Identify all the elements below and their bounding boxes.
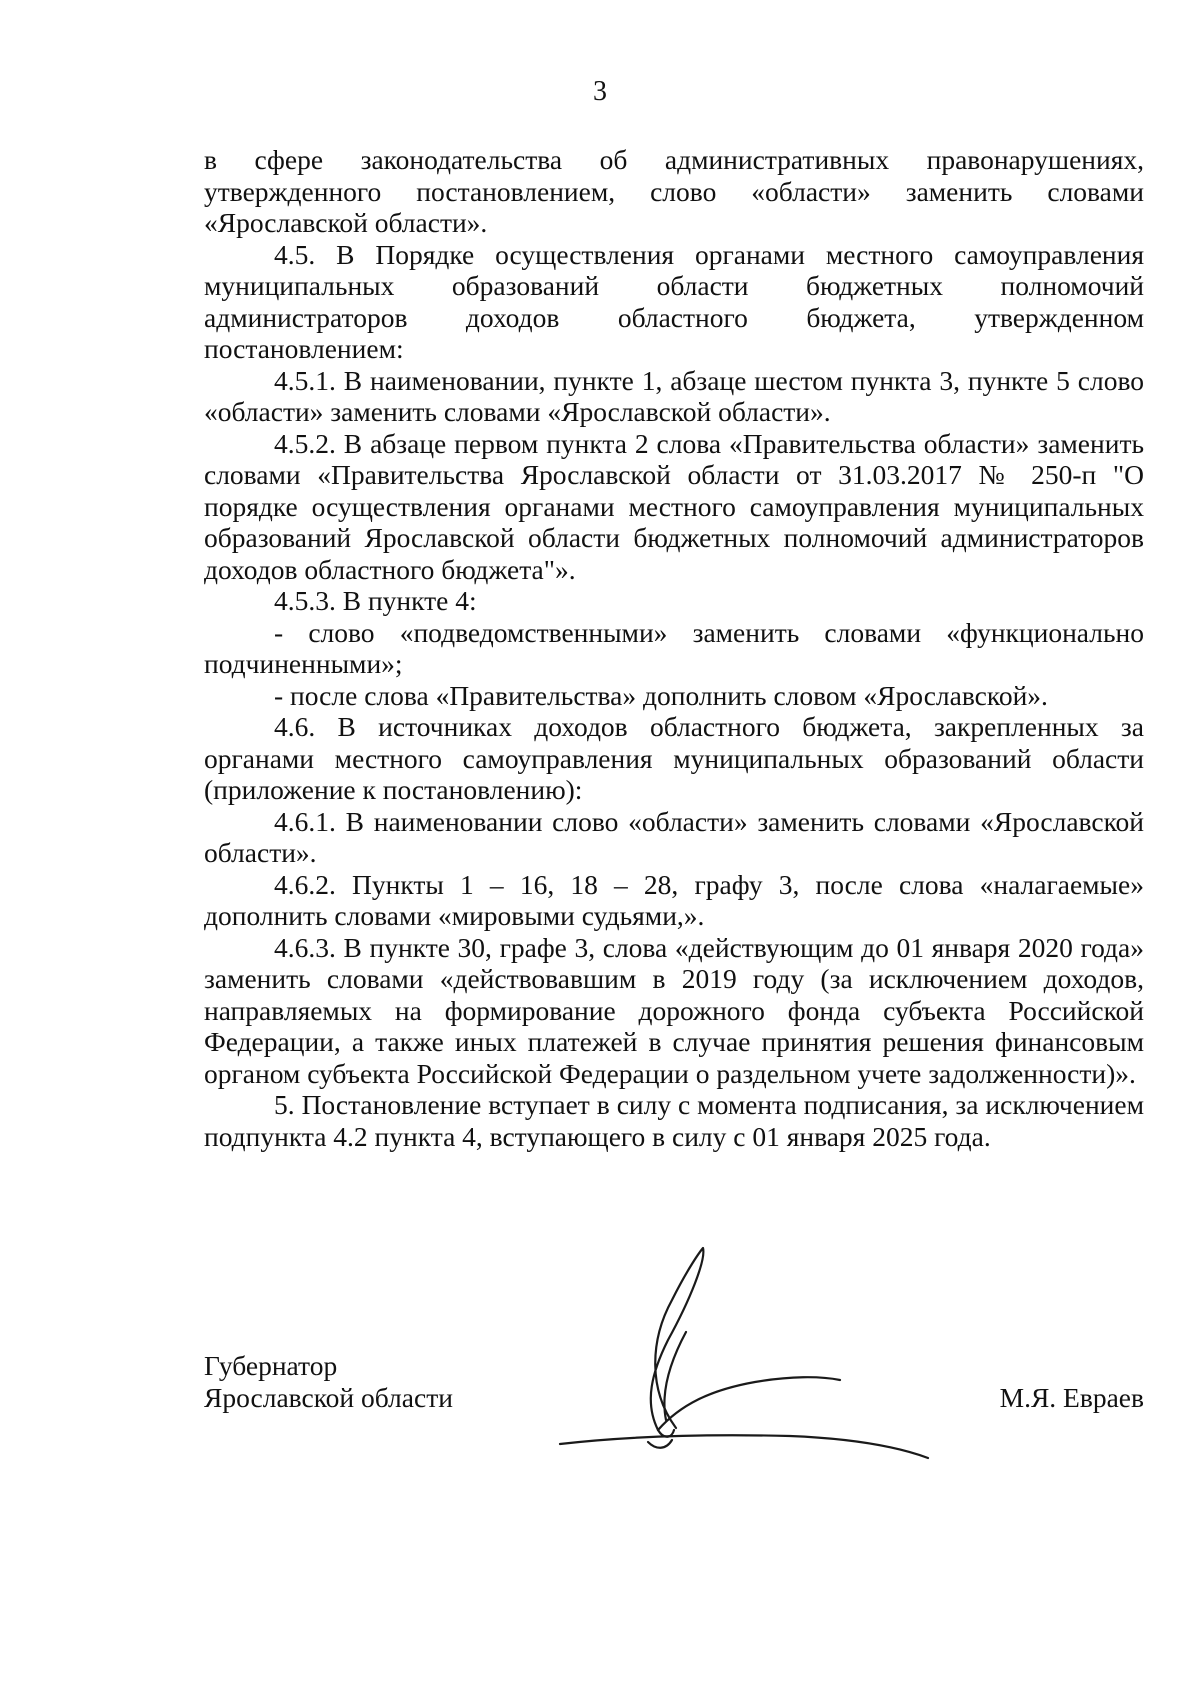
paragraph-4-5-3-item-2: - после слова «Правительства» дополнить словом «Ярославской». [274,679,1048,711]
paragraph-4-6-2: 4.6.2. Пункты 1 – 16, 18 – 28, графу 3, после слова «налагаемые» дополнить словами «мировыми судьями,». [204,868,1144,931]
paragraph-4-6-1: 4.6.1. В наименовании слово «области» заменить словами «Ярославской области». [204,805,1144,868]
document-body [204,144,1144,1152]
signatory-name: М.Я. Евраев [999,1382,1144,1413]
paragraph-5: 5. Постановление вступает в силу с момента подписания, за исключением подпункта 4.2 пункта 4, вступающего в силу с 01 января 2025 года. [204,1089,1144,1152]
paragraph-intro-continuation: в сфере законодательства об административных правонарушениях, утвержденного постановлением, слово «области» заменить словами «Ярославской области». [204,144,1144,238]
signatory-title-line-2: Ярославской области [204,1382,453,1413]
paragraph-4-5-2: 4.5.2. В абзаце первом пункта 2 слова «Правительства области» заменить словами «Правительства Ярославской области от 31.03.2017 № 250-п "О порядке осуществления органами местного самоуправления муниципальных образований Ярославской области бюджетных полномочий администраторов доходов областного бюджета"». [204,427,1144,585]
paragraph-4-5-3-item-1: - слово «подведомственными» заменить словами «функционально подчиненными»; [204,616,1144,679]
paragraph-4-5: 4.5. В Порядке осуществления органами местного самоуправления муниципальных образований области бюджетных полномочий администраторов доходов областного бюджета, утвержденном постановлением: [204,238,1144,364]
page-number: 3 [593,76,607,107]
paragraph-4-5-1: 4.5.1. В наименовании, пункте 1, абзаце шестом пункта 3, пункте 5 слово «области» заменить словами «Ярославской области». [204,364,1144,427]
signatory-title-line-1: Губернатор [204,1350,338,1381]
paragraph-4-5-3: 4.5.3. В пункте 4: [274,585,477,616]
paragraph-4-6: 4.6. В источниках доходов областного бюджета, закрепленных за органами местного самоуправления муниципальных образований области (приложение к постановлению): [204,711,1144,805]
paragraph-4-6-3: 4.6.3. В пункте 30, графе 3, слова «действующим до 01 января 2020 года» заменить словами «действовавшим в 2019 году (за исключением доходов, направляемых на формирование дорожного фонда субъекта Российской Федерации, а также иных платежей в случае принятия решения финансовым органом субъекта Российской Федерации о раздельном учете задолженности)». [204,931,1144,1089]
signature-block [204,1350,1144,1470]
signatory-title [204,1350,453,1414]
